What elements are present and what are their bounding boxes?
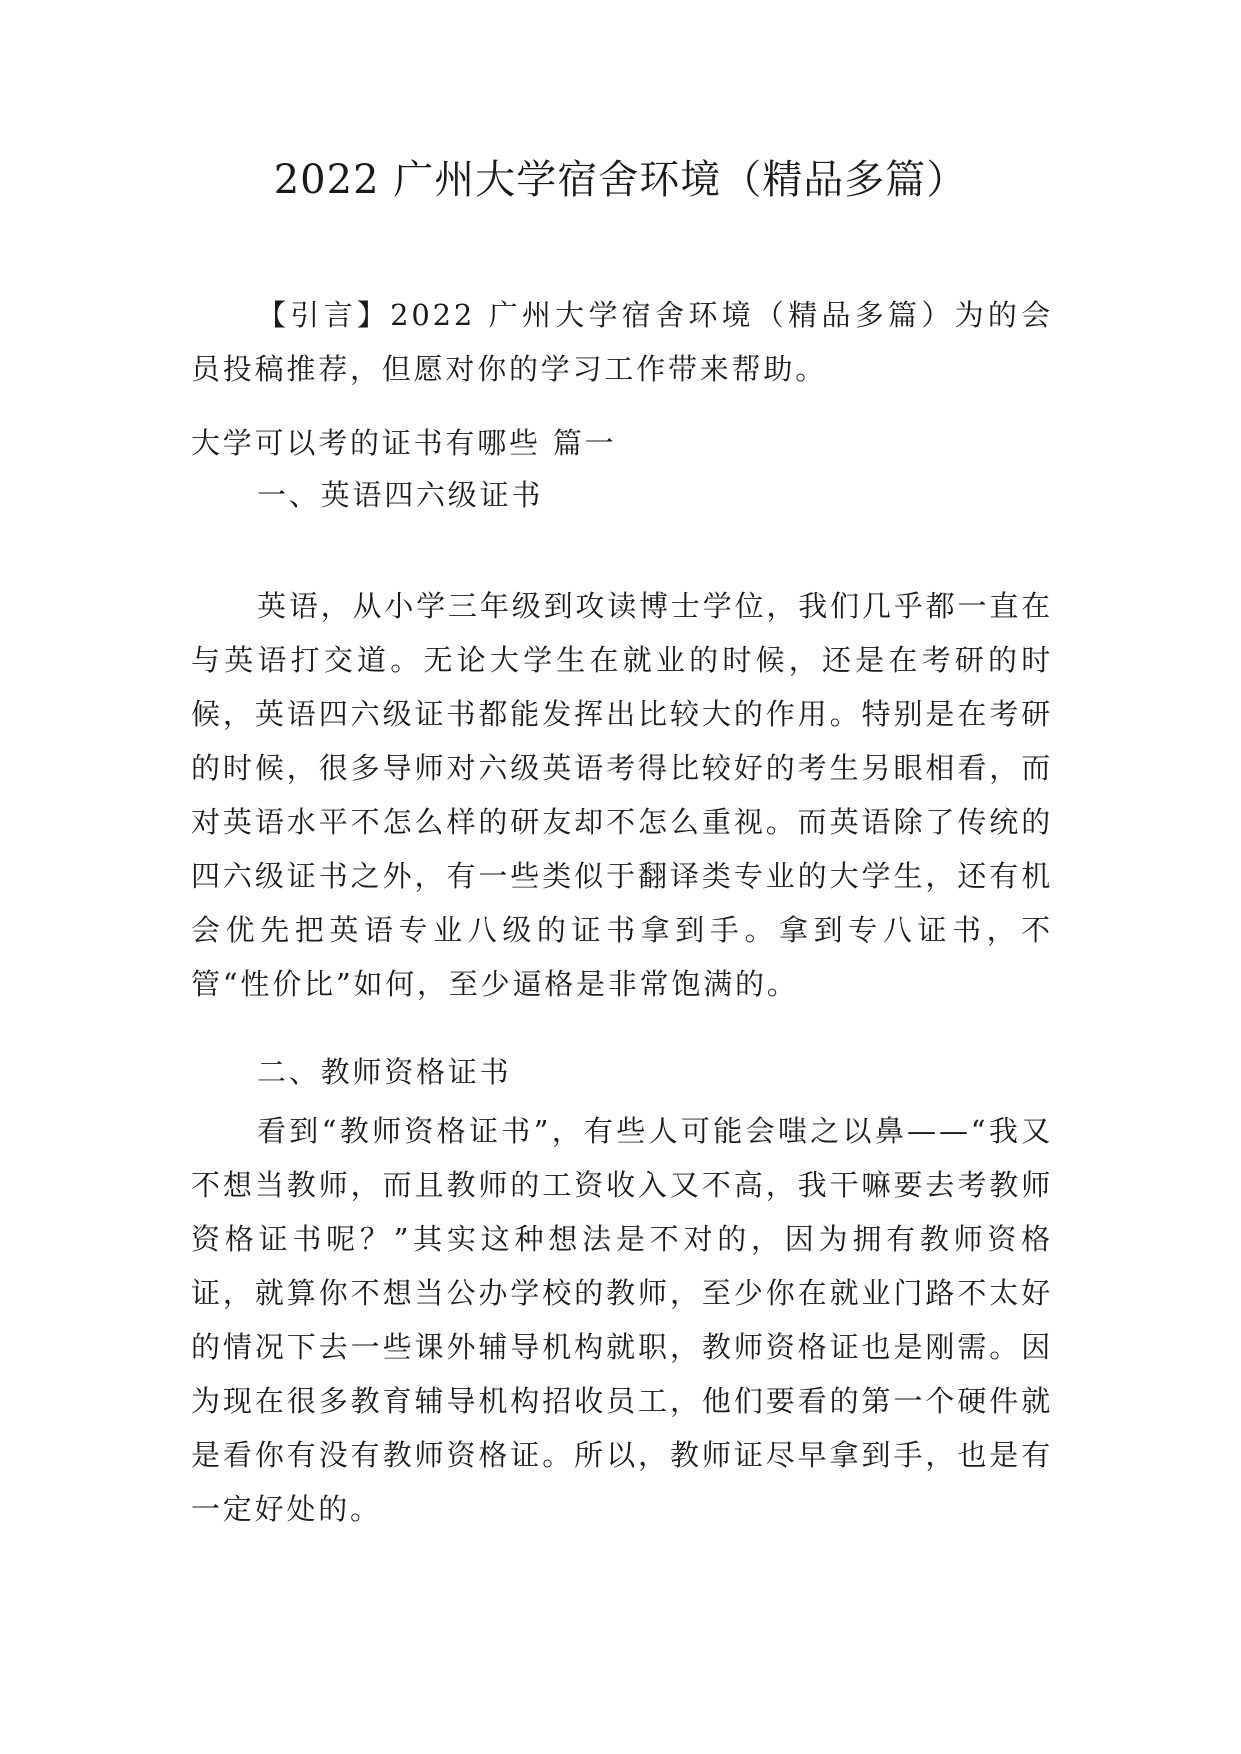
subsection-heading-english-certificate: 一、英语四六级证书 [257,478,544,512]
intro-paragraph: 【引言】2022 广州大学宿舍环境（精品多篇）为的会员投稿推荐，但愿对你的学习工作带来帮助。 [191,298,1053,386]
document-title: 2022 广州大学宿舍环境（精品多篇） [273,157,968,203]
subsection-paragraph-english-certificate: 英语，从小学三年级到攻读博士学位，我们几乎都一直在与英语打交道。无论大学生在就业的时候，还是在考研的时候，英语四六级证书都能发挥出比较大的作用。特别是在考研的时候，很多导师对六级英语考得比较好的考生另眼相看，而对英语水平不怎么样的研友却不怎么重视。而英语除了传统的四六级证书之外，有一些类似于翻译类专业的大学生，还有机会优先把英语专业八级的证书拿到手。拿到专八证书，不管“性价比”如何，至少逼格是非常饱满的。 [191,589,1053,1001]
section-heading: 大学可以考的证书有哪些 篇一 [191,426,617,460]
subsection-heading-teacher-certificate: 二、教师资格证书 [257,1055,512,1089]
subsection-paragraph-teacher-certificate: 看到“教师资格证书”，有些人可能会嗤之以鼻——“我又不想当教师，而且教师的工资收入又不高，我干嘛要去考教师资格证书呢？”其实这种想法是不对的，因为拥有教师资格证，就算你不想当公办学校的教师，至少你在就业门路不太好的情况下去一些课外辅导机构就职，教师资格证也是刚需。因为现在很多教育辅导机构招收员工，他们要看的第一个硬件就是看你有没有教师资格证。所以，教师证尽早拿到手，也是有一定好处的。 [191,1114,1053,1526]
